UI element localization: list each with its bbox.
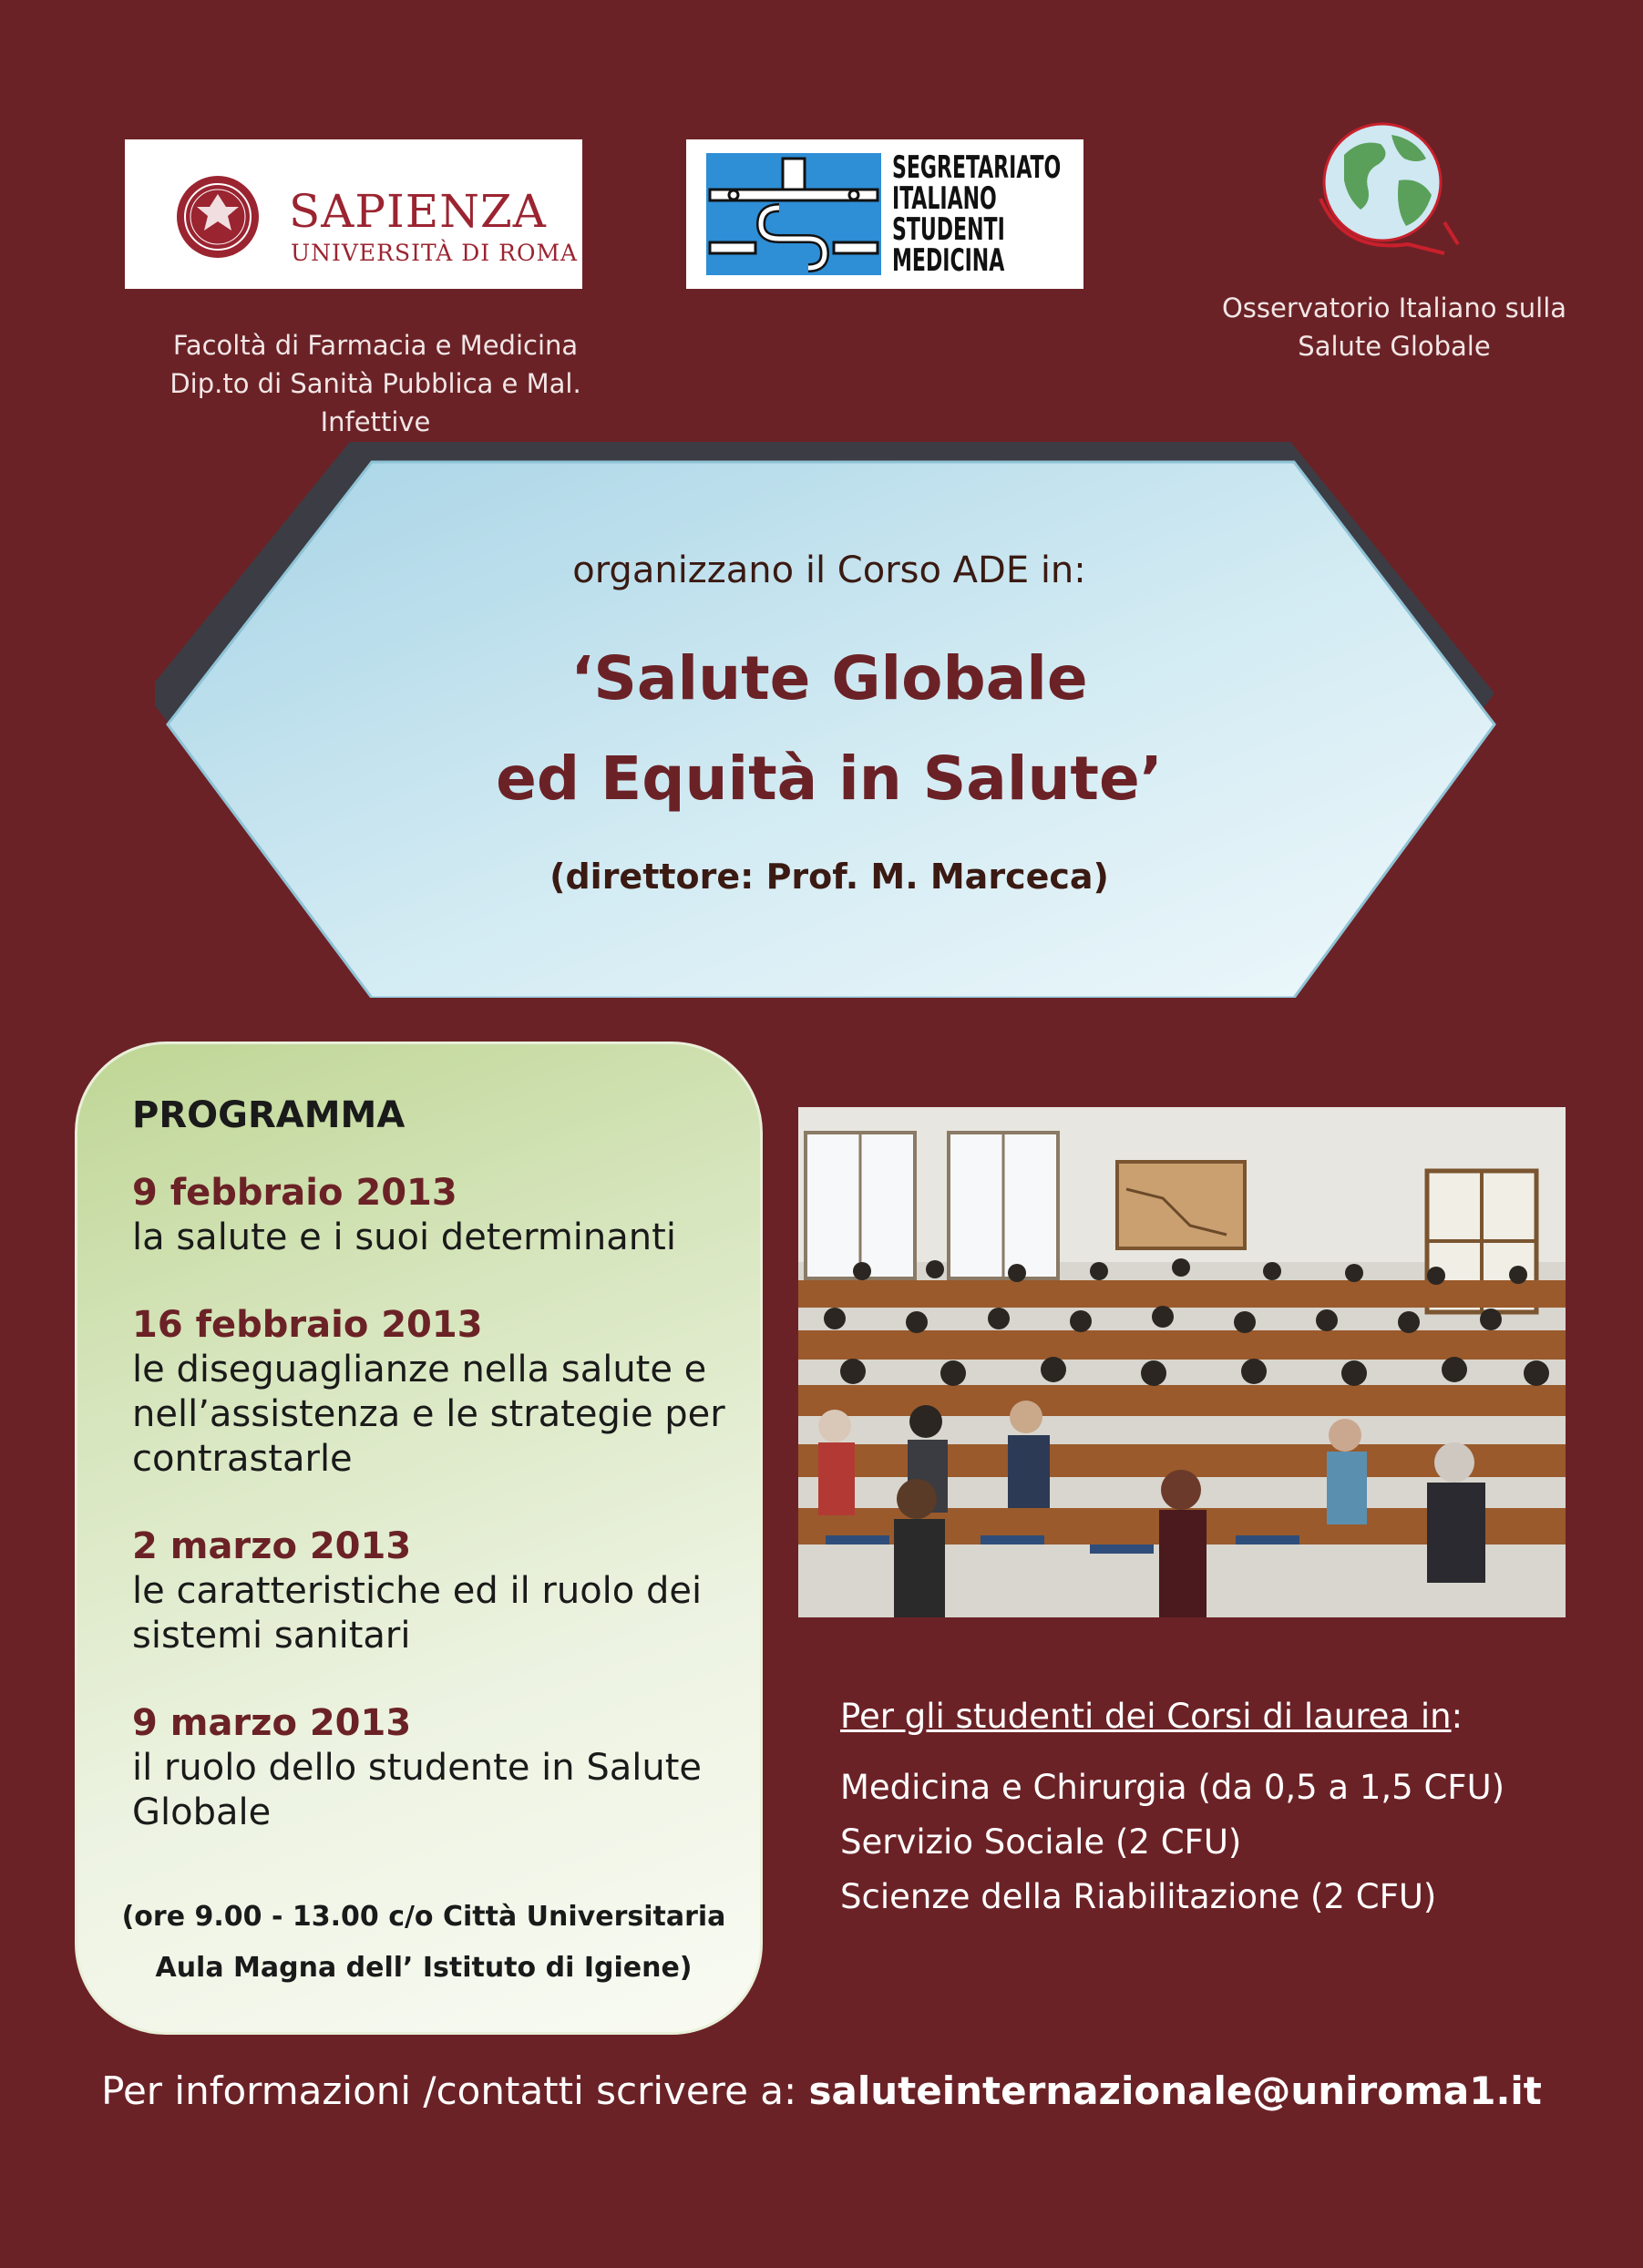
programme-date: 16 febbraio 2013 <box>132 1304 483 1346</box>
programme-location-note <box>105 1892 743 1994</box>
sism-symbol-icon <box>706 153 881 275</box>
contact-line <box>0 2068 1643 2113</box>
programme-item <box>132 1302 734 1482</box>
sism-line-4: MEDICINA <box>892 242 1005 279</box>
course-item: Scienze della Riabilitazione (2 CFU) <box>840 1877 1437 1916</box>
programme-panel <box>75 1042 763 2035</box>
sapienza-name: SAPIENZA <box>289 185 547 238</box>
location-line-1: (ore 9.00 - 13.00 c/o Città Universitaria <box>121 1901 726 1933</box>
programme-date: 9 febbraio 2013 <box>132 1172 457 1214</box>
sapienza-seal-icon <box>175 174 261 260</box>
course-title-line-2: ed Equità in Salute’ <box>496 744 1163 814</box>
contact-email[interactable]: saluteinternazionale@uniroma1.it <box>808 2068 1542 2113</box>
sism-line-3: STUDENTI <box>892 211 1005 248</box>
programme-topic: Globale <box>132 1791 272 1833</box>
programme-item <box>132 1700 734 1835</box>
course-title-line-1: ‘Salute Globale <box>570 643 1088 713</box>
course-director: (direttore: Prof. M. Marceca) <box>549 857 1109 897</box>
programme-topic: il ruolo dello studente in Salute <box>132 1747 702 1789</box>
faculty-caption <box>125 326 626 441</box>
lecture-hall-photo <box>798 1107 1566 1617</box>
programme-date: 2 marzo 2013 <box>132 1525 412 1567</box>
sapienza-logo <box>125 139 582 289</box>
programme-date: 9 marzo 2013 <box>132 1702 412 1744</box>
sapienza-subtitle: UNIVERSITÀ DI ROMA <box>291 240 579 266</box>
faculty-line-2: Dip.to di Sanità Pubblica e Mal. Infettive <box>169 368 581 437</box>
programme-topic: la salute e i suoi determinanti <box>132 1216 676 1258</box>
programme-topic: sistemi sanitari <box>132 1615 411 1657</box>
programme-topic: le caratteristiche ed il ruolo dei <box>132 1570 703 1612</box>
osservatorio-globe-icon <box>1308 108 1463 262</box>
sism-logo <box>686 139 1083 289</box>
osservatorio-caption <box>1203 289 1586 365</box>
course-banner <box>155 442 1504 998</box>
programme-item <box>132 1524 734 1658</box>
sism-line-2: ITALIANO <box>892 180 997 217</box>
osservatorio-line-1: Osservatorio Italiano sulla <box>1221 292 1567 323</box>
students-heading <box>840 1697 1463 1736</box>
programme-topic: le diseguaglianze nella salute e <box>132 1349 707 1391</box>
banner-intro: organizzano il Corso ADE in: <box>572 549 1086 591</box>
course-title <box>155 629 1504 829</box>
students-heading-colon: : <box>1451 1697 1463 1736</box>
course-item: Medicina e Chirurgia (da 0,5 a 1,5 CFU) <box>840 1768 1505 1807</box>
osservatorio-line-2: Salute Globale <box>1298 331 1491 362</box>
programme-heading: PROGRAMMA <box>132 1094 406 1136</box>
programme-topic: nell’assistenza e le strategie per <box>132 1393 725 1435</box>
location-line-2: Aula Magna dell’ Istituto di Igiene) <box>155 1952 693 1984</box>
students-heading-text: Per gli studenti dei Corsi di laurea in <box>840 1697 1452 1736</box>
faculty-line-1: Facoltà di Farmacia e Medicina <box>172 330 579 361</box>
sism-line-1: SEGRETARIATO <box>892 149 1062 186</box>
contact-prefix: Per informazioni /contatti scrivere a: <box>101 2068 809 2113</box>
programme-item <box>132 1170 734 1260</box>
programme-topic: contrastarle <box>132 1438 353 1480</box>
course-item: Servizio Sociale (2 CFU) <box>840 1822 1242 1862</box>
